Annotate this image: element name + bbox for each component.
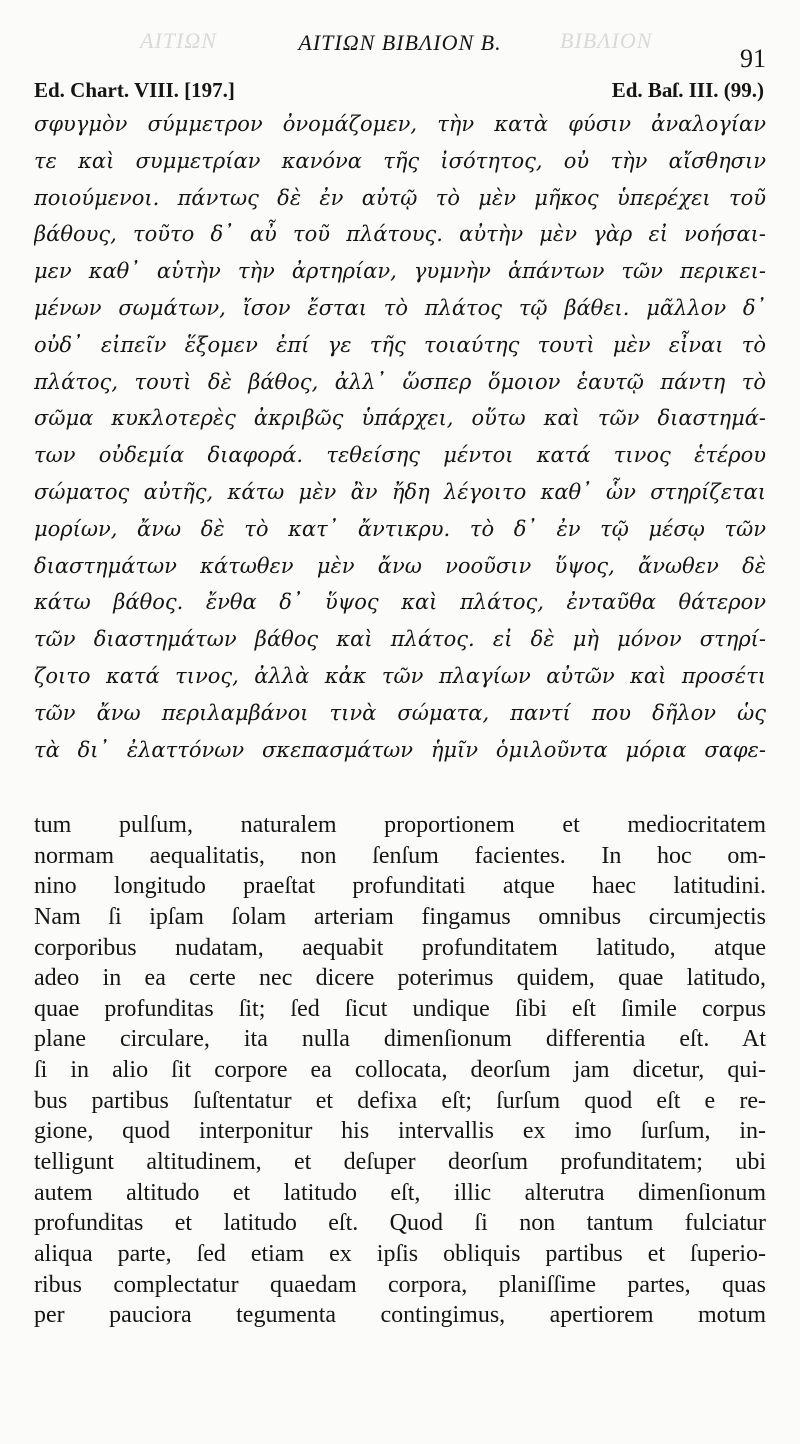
greek-line: μεν καθ᾽ αὑτὴν τὴν ἀρτηρίαν, γυμνὴν ἁπάντων τῶν περικει- (34, 259, 766, 284)
running-head: ΑΙΤΙΩΝ ΒΙΒΛΙΟΝ Β. (298, 30, 502, 55)
latin-text-block (34, 810, 766, 1331)
greek-line: οὐδ᾽ εἰπεῖν ἕξομεν ἐπί γε τῆς τοιαύτης τουτὶ μὲν εἶναι τὸ (34, 332, 766, 357)
latin-line: Nam ſi ipſam ſolam arteriam fingamus omnibus circumjectis (34, 903, 766, 930)
latin-line: ribus complectatur quaedam corpora, planiſſime partes, quas (34, 1271, 766, 1298)
latin-line: corporibus nudatam, aequabit profunditatem latitudo, atque (34, 934, 766, 961)
latin-line: nino longitudo praeſtat profunditati atque haec latitudini. (34, 873, 766, 900)
greek-line: σφυγμὸν σύμμετρον ὀνομάζομεν, τὴν κατὰ φύσιν ἀναλογίαν (34, 112, 766, 136)
greek-line: τῶν ἄνω περιλαμβάνοι τινὰ σώματα, παντί που δῆλον ὡς (34, 700, 766, 725)
latin-line: normam aequalitatis, non ſenſum facientes. In hoc om- (34, 842, 766, 869)
latin-line: per pauciora tegumenta contingimus, apertiorem motum (34, 1302, 766, 1329)
greek-line: βάθους, τοῦτο δ᾽ αὖ τοῦ πλάτους. αὐτὴν μὲν γὰρ εἰ νοήσαι- (34, 222, 766, 247)
greek-line: ζοιτο κατά τινος, ἀλλὰ κἀκ τῶν πλαγίων αὐτῶν καὶ προσέτι (34, 663, 766, 688)
greek-line: των οὐδεμία διαφορά. τεθείσης μέντοι κατά τινος ἑτέρου (34, 443, 766, 468)
greek-line: τῶν διαστημάτων βάθος καὶ πλάτος. εἰ δὲ μὴ μόνον στηρί- (34, 627, 766, 652)
greek-line: τε καὶ συμμετρίαν κανόνα τῆς ἰσότητος, οὐ τὴν αἴσθησιν (34, 148, 766, 173)
latin-line: telligunt altitudinem, et deſuper deorſum profunditatem; ubi (34, 1149, 766, 1176)
greek-line: πλάτος, τουτὶ δὲ βάθος, ἀλλ᾽ ὥσπερ ὅμοιον ἑαυτῷ πάντη τὸ (34, 369, 766, 394)
bleed-through-mark: ΑΙΤΙΩΝ (140, 28, 217, 53)
edition-chartier: Ed. Chart. VIII. [197.] (34, 78, 235, 102)
latin-line: aliqua parte, ſed etiam ex ipſis obliquis partibus et ſuperio- (34, 1240, 766, 1267)
latin-line: tum pulſum, naturalem proportionem et mediocritatem (34, 812, 766, 838)
greek-line: μορίων, ἄνω δὲ τὸ κατ᾽ ἄντικρυ. τὸ δ᾽ ἐν τῷ μέσῳ τῶν (34, 516, 766, 541)
edition-basel: Ed. Baſ. III. (99.) (611, 78, 764, 102)
latin-line: quae profunditas ſit; ſed ſicut undique ſibi eſt ſimile corpus (34, 995, 766, 1022)
greek-line: σῶμα κυκλοτερὲς ἀκριβῶς ὑπάρχει, οὕτω καὶ τῶν διαστημά- (34, 406, 766, 431)
greek-line: τὰ δι᾽ ἐλαττόνων σκεπασμάτων ἡμῖν ὁμιλοῦντα μόρια σαφε- (34, 737, 766, 762)
latin-line: gione, quod interponitur his intervallis ex imo ſurſum, in- (34, 1118, 766, 1145)
bleed-through-mark: ΒΙΒΛΙΟΝ (560, 28, 653, 53)
greek-line: μένων σωμάτων, ἴσον ἔσται τὸ πλάτος τῷ βάθει. μᾶλλον δ᾽ (34, 295, 766, 320)
latin-line: autem altitudo et latitudo eſt, illic alterutra dimenſionum (34, 1179, 766, 1206)
latin-line: profunditas et latitudo eſt. Quod ſi non tantum fulciatur (34, 1210, 766, 1237)
greek-line: ποιούμενοι. πάντως δὲ ἐν αὐτῷ τὸ μὲν μῆκος ὑπερέχει τοῦ (34, 185, 766, 210)
latin-line: ſi in alio ſit corpore ea collocata, deorſum jam dicetur, qui- (34, 1057, 766, 1084)
greek-line: διαστημάτων κάτωθεν μὲν ἄνω νοοῦσιν ὕψος, ἄνωθεν δὲ (34, 553, 766, 578)
latin-line: plane circulare, ita nulla dimenſionum differentia eſt. At (34, 1026, 766, 1053)
latin-line: adeo in ea certe nec dicere poterimus quidem, quae latitudo, (34, 965, 766, 992)
greek-text-block (34, 106, 766, 768)
greek-line: κάτω βάθος. ἔνθα δ᾽ ὕψος καὶ πλάτος, ἐνταῦθα θάτερον (34, 590, 766, 615)
page-number: 91 (740, 44, 766, 73)
greek-line: σώματος αὐτῆς, κάτω μὲν ἂν ἤδη λέγοιτο καθ᾽ ὧν στηρίζεται (34, 479, 766, 504)
latin-line: bus partibus ſuſtentatur et defixa eſt; ſurſum quod eſt e re- (34, 1087, 766, 1114)
